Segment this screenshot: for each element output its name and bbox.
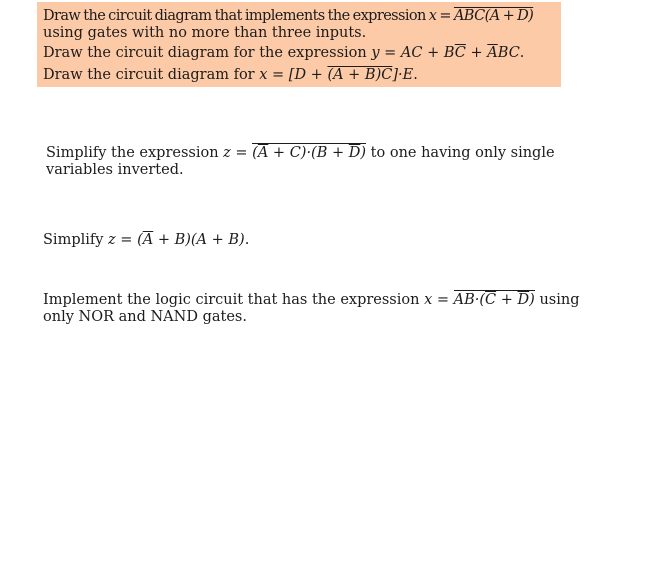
equals-sign: =: [432, 292, 454, 308]
problem-4-line-2: variables inverted.: [46, 162, 184, 178]
period: .: [413, 67, 418, 83]
paren-open: (: [252, 145, 258, 161]
problem-1-line-2: using gates with no more than three inputs.: [43, 25, 367, 41]
problem-3-text: Draw the circuit diagram for: [43, 67, 260, 83]
problem-4-a: $\overline{A}$: [257, 145, 269, 161]
period: .: [244, 232, 250, 248]
problem-4-d: $\overline{D}$: [348, 145, 361, 161]
equals-sign: =: [115, 232, 138, 248]
problem-2-term-3-bc: BC: [497, 45, 520, 61]
equals-sign: =: [379, 45, 401, 61]
problem-6-line-2: only NOR and NAND gates.: [43, 309, 247, 325]
problem-4-mid: + C)·(B +: [268, 145, 349, 161]
problem-6-d: $\overline{D}$: [517, 292, 530, 308]
problem-5-text: Simplify: [43, 232, 109, 248]
problem-3-variable: x: [259, 67, 268, 83]
problem-4-tail: to one having only single: [366, 145, 555, 161]
problem-5-a: $\overline{A}$: [142, 232, 154, 248]
problem-3-e: E: [402, 67, 414, 83]
problem-6-variable: x: [424, 292, 433, 308]
problem-1-term-paren: (A + D): [484, 8, 534, 24]
paren-open: (: [137, 232, 143, 248]
problem-2-term-2-c: $\overline{C}$: [454, 45, 466, 61]
problem-2-term-1: AC: [400, 45, 423, 61]
paren-close: ): [360, 145, 367, 161]
problem-6-ab: AB·(: [453, 292, 486, 308]
equals-sign: =: [230, 145, 253, 161]
paren-close: ): [529, 292, 535, 308]
plus-sign: +: [496, 292, 518, 308]
problem-3-open: [D +: [288, 67, 328, 83]
problem-5: [43, 232, 249, 249]
problem-4-line-1: [46, 145, 555, 162]
equals-sign: =: [267, 67, 289, 83]
problem-4-variable: z: [223, 145, 231, 161]
problem-2-variable: y: [371, 45, 380, 61]
problem-6-line-1: [43, 292, 580, 309]
plus-sign: +: [422, 45, 444, 61]
problem-1-term-abc: $\overline{ABC}$: [453, 8, 485, 24]
problem-6-expression: [454, 290, 535, 308]
problem-2-term-2-b: B: [443, 45, 455, 61]
problem-1-text: Draw the circuit diagram that implements the expression: [43, 8, 429, 24]
equals-sign: =: [436, 8, 454, 24]
problem-3: [43, 67, 418, 84]
plus-sign: +: [465, 45, 488, 61]
problem-4-expression: [252, 143, 366, 161]
problem-2: [43, 45, 524, 62]
problem-6-text: Implement the logic circuit that has the expression: [43, 292, 425, 308]
problem-4-text: Simplify the expression: [46, 145, 224, 161]
problem-3-close: ]·: [392, 67, 403, 83]
problem-5-rest: + B)(A + B): [153, 232, 245, 248]
problem-1-variable: x: [428, 8, 437, 24]
problem-6-tail: using: [534, 292, 580, 308]
problem-5-variable: z: [108, 232, 116, 248]
problem-2-term-3-a: $\overline{A}$: [487, 45, 498, 61]
problem-2-text: Draw the circuit diagram for the expression: [43, 45, 372, 61]
problem-3-inner: (A + B)C: [327, 67, 393, 83]
period: .: [519, 45, 525, 61]
problem-1-line-1: [43, 8, 533, 25]
problem-6-c: $\overline{C}$: [485, 292, 497, 308]
